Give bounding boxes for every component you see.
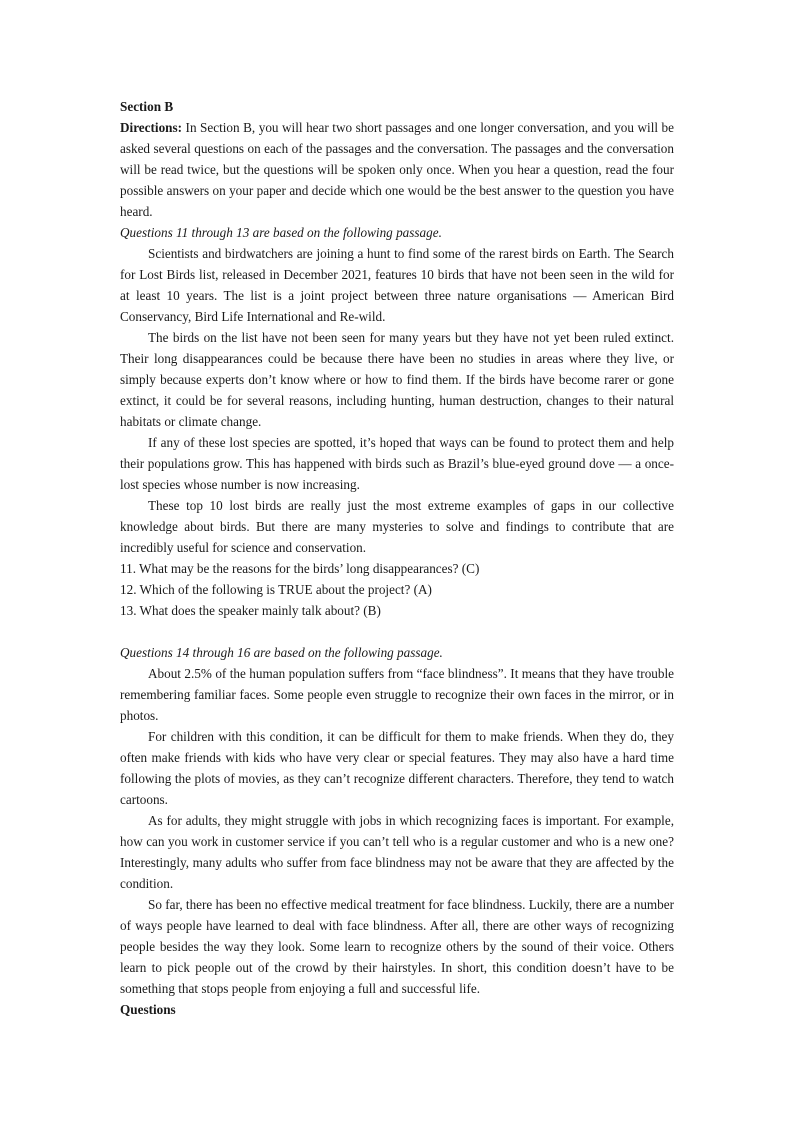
passage-1-paragraph: If any of these lost species are spotted, it’s hoped that ways can be found to protect them and help their populations grow. This has happened with birds such as Brazil’s blue-eyed ground dove — a once-lost species whose number is now increasing. — [120, 435, 674, 492]
passage-2-paragraph: So far, there has been no effective medical treatment for face blindness. Luckily, there are a number of ways people have learned to deal with face blindness. After all, there are other ways of recognizing people besides the way they look. Some learn to recognize others by the sound of their voice. Others learn to pick people out of the crowd by their hairstyles. In short, this condition doesn’t have to be something that stops people from enjoying a full and successful life. — [120, 897, 675, 996]
directions-label: Directions: — [120, 120, 183, 135]
passage-1-paragraph: The birds on the list have not been seen for many years but they have not yet been ruled extinct. Their long disappearances could be because there have been no studies in areas where they live, or simply because experts don’t know where or how to find them. If the birds have become rarer or gone extinct, it could be for several reasons, including hunting, human destruction, changes to their natural habitats or climate change. — [120, 330, 674, 429]
question-12: 12. Which of the following is TRUE about the project? (A) — [120, 582, 432, 597]
passage-1-paragraph: These top 10 lost birds are really just the most extreme examples of gaps in our collective knowledge about birds. But there are many mysteries to solve and findings to contribute that are incredibly useful for science and conservation. — [120, 498, 674, 555]
passage-2-paragraph: About 2.5% of the human population suffers from “face blindness”. It means that they have trouble remembering familiar faces. Some people even struggle to recognize their own faces in the mirror, or in photos. — [120, 666, 674, 723]
directions-text: In Section B, you will hear two short passages and one longer conversation, and you will be asked several questions on each of the passages and the conversation. The passages and the conversation will be read twice, but the questions will be spoken only once. When you hear a question, read the four possible answers on your paper and decide which one would be the best answer to the question you have heard. — [120, 120, 674, 219]
section-title: Section B — [120, 99, 174, 114]
passage-2-paragraph: As for adults, they might struggle with jobs in which recognizing faces is important. For example, how can you work in customer service if you can’t tell who is a regular customer and who is a new one? Interestingly, many adults who suffer from face blindness may not be aware that they are affected by the condition. — [120, 813, 674, 891]
passage-1-paragraph: Scientists and birdwatchers are joining a hunt to find some of the rarest birds on Earth. The Search for Lost Birds list, released in December 2021, features 10 birds that have not been seen in the wild for at least 10 years. The list is a joint project between three nature organisations — American Bird Conservancy, Bird Life International and Re-wild. — [120, 246, 674, 324]
directions — [120, 117, 674, 222]
question-11: 11. What may be the reasons for the birds’ long disappearances? (C) — [120, 561, 480, 576]
document-page — [120, 96, 674, 1020]
passage-2-paragraph: For children with this condition, it can be difficult for them to make friends. When they do, they often make friends with kids who have very clear or special features. They may also have a hard time following the plots of movies, as they can’t recognize different characters. Therefore, they tend to watch cartoons. — [120, 729, 674, 807]
question-13: 13. What does the speaker mainly talk about? (B) — [120, 603, 381, 618]
questions-heading: Questions — [120, 1002, 176, 1017]
passage-2-intro: Questions 14 through 16 are based on the following passage. — [120, 645, 443, 660]
blank-line — [120, 621, 674, 642]
passage-1-intro: Questions 11 through 13 are based on the following passage. — [120, 225, 442, 240]
